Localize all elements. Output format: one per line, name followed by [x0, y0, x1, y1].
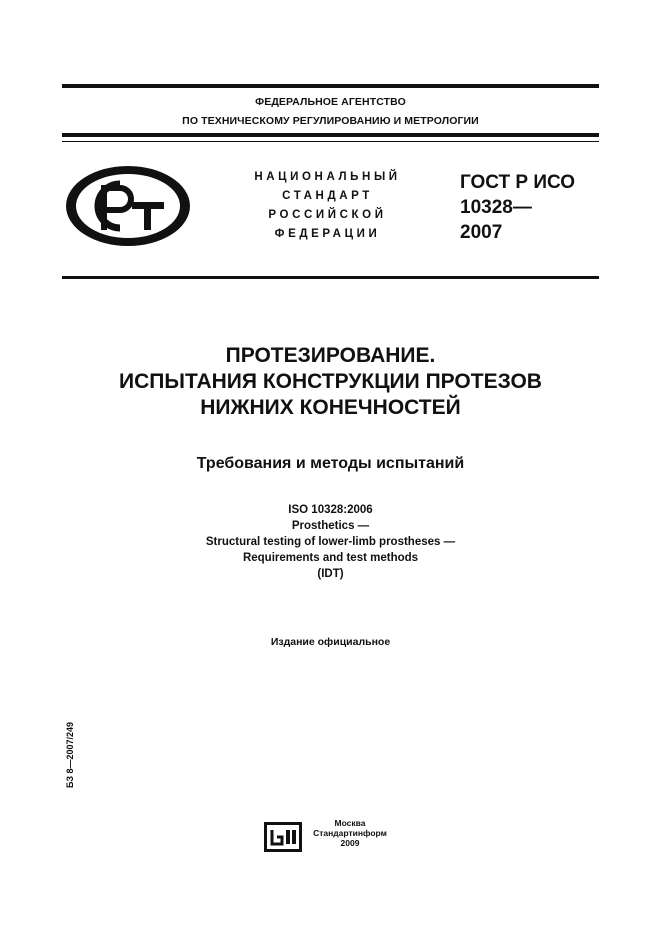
- document-title-line-1: ПРОТЕЗИРОВАНИЕ.: [225, 344, 436, 367]
- rst-logo-icon: [64, 164, 192, 248]
- section-rule: [62, 276, 599, 279]
- national-line-3: РОССИЙСКОЙ: [268, 209, 387, 221]
- gost-code-line-2: 10328—: [460, 197, 532, 218]
- national-line-1: НАЦИОНАЛЬНЫЙ: [254, 171, 401, 183]
- document-title-line-2: ИСПЫТАНИЯ КОНСТРУКЦИИ ПРОТЕЗОВ: [119, 370, 542, 393]
- iso-line-3: Structural testing of lower-limb prostheses —: [205, 536, 456, 548]
- iso-line-4: Requirements and test methods: [242, 552, 419, 564]
- national-line-4: ФЕДЕРАЦИИ: [274, 228, 381, 240]
- gost-code-line-1: ГОСТ Р ИСО: [460, 172, 576, 193]
- iso-line-5: (IDT): [317, 568, 344, 580]
- publisher-city: Москва: [334, 818, 366, 828]
- agency-line-2: ПО ТЕХНИЧЕСКОМУ РЕГУЛИРОВАНИЮ И МЕТРОЛОГИИ: [182, 115, 479, 127]
- header-rule-thin: [62, 141, 599, 142]
- agency-line-1: ФЕДЕРАЛЬНОЕ АГЕНТСТВО: [255, 96, 406, 108]
- national-line-2: СТАНДАРТ: [282, 190, 373, 202]
- publisher-block: [302, 818, 398, 848]
- publisher-name: Стандартинформ: [313, 828, 387, 838]
- document-title-line-3: НИЖНИХ КОНЕЧНОСТЕЙ: [200, 396, 461, 419]
- side-code: БЗ 8—2007/249: [65, 721, 75, 789]
- header-rule-thick: [62, 133, 599, 137]
- iso-line-1: ISO 10328:2006: [288, 504, 373, 516]
- iso-line-2: Prosthetics —: [291, 520, 370, 532]
- top-rule-thick: [62, 84, 599, 88]
- publisher-year: 2009: [340, 838, 360, 848]
- standartinform-logo-icon: [264, 822, 302, 852]
- gost-code-line-3: 2007: [460, 222, 503, 243]
- edition-note: Издание официальное: [270, 636, 391, 648]
- document-subtitle: Требования и методы испытаний: [196, 455, 465, 472]
